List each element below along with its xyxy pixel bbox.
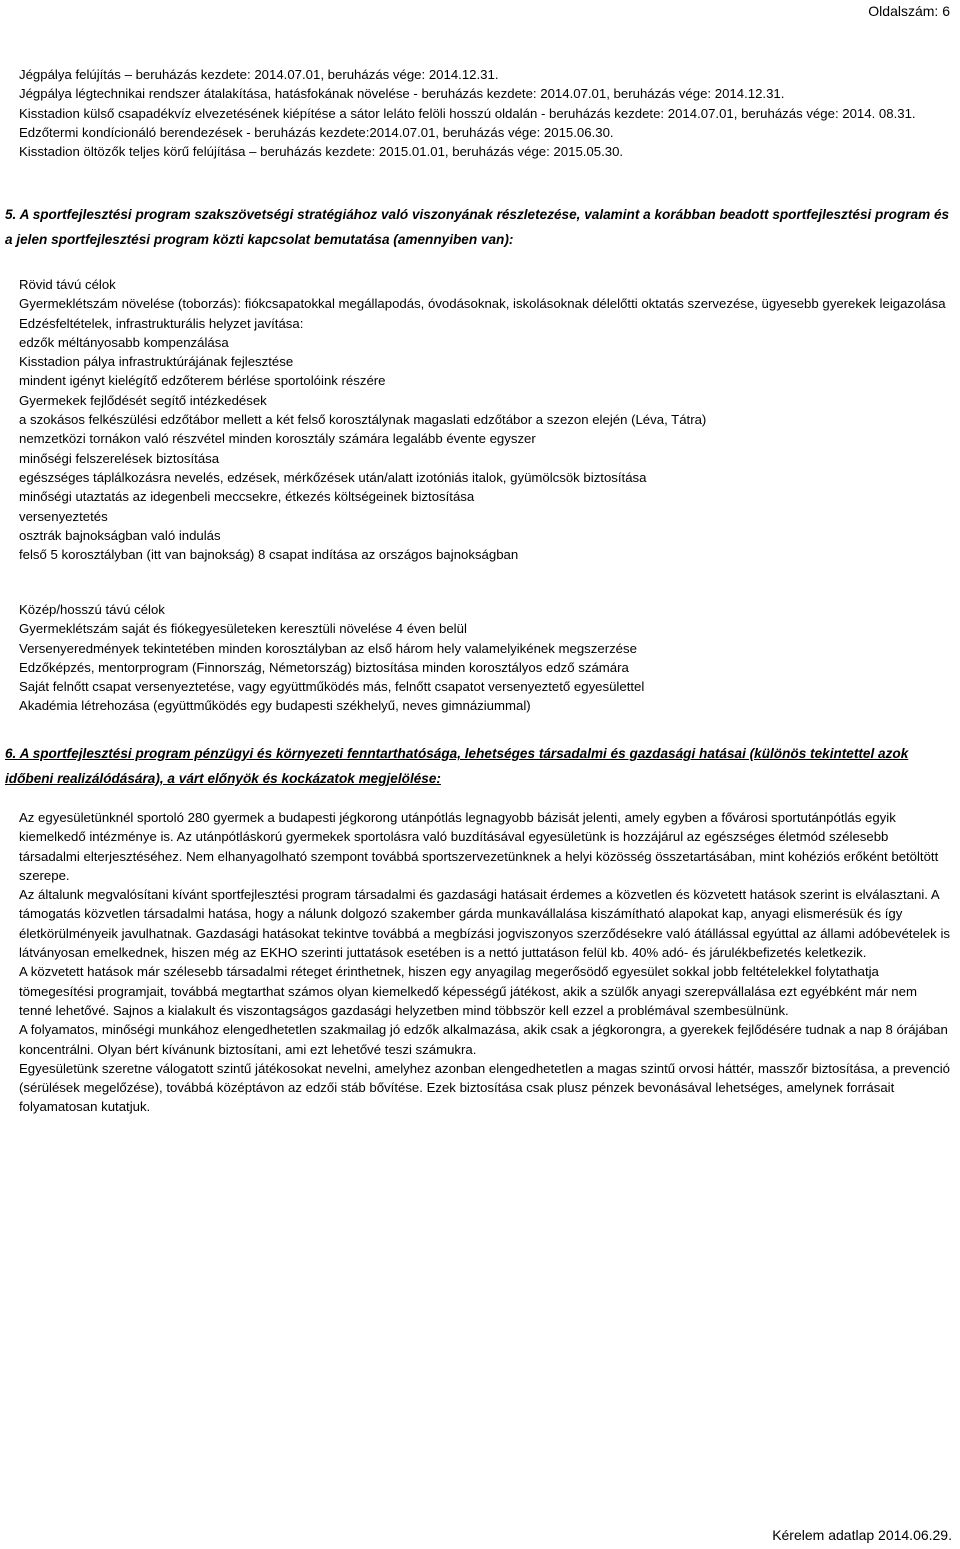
paragraph: A közvetett hatások már szélesebb társadalmi réteget érinthetnek, hiszen egy anyagilag megerősödő egyesület sokkal jobb feltételekkel folytathatja tömegesítési programjait, továbbá megtarthat számos olyan kiemelkedő képességű játékost, akik a szülők anyagi szerepvállalása ezt egyébként már nem tenné lehetővé. Sajnos a kialakult és viszontagságos gazdasági helyzetben mind többször kell ezzel a problémával szembesülnünk. [19, 964, 917, 1018]
goal-line: egészséges táplálkozásra nevelés, edzések, mérkőzések után/alatt izotóniás italok, gyümölcsök biztosítása [19, 469, 647, 485]
goal-line: Edzőképzés, mentorprogram (Finnország, Németország) biztosítása minden korosztályos edző számára [19, 659, 629, 675]
long-term-goals [19, 600, 955, 716]
goal-line: minőségi felszerelések biztosítása [19, 450, 220, 466]
goal-line: osztrák bajnokságban való indulás [19, 527, 221, 543]
goal-line: minőségi utaztatás az idegenbeli meccsekre, étkezés költségeinek biztosítása [19, 489, 475, 505]
goal-line: a szokásos felkészülési edzőtábor mellett a két felső korosztálynak magaslati edzőtábor a szezon elején (Léva, Tátra) [19, 412, 707, 428]
goal-line: Gyermeklétszám növelése (toborzás): fiókcsapatokkal megállapodás, óvodásoknak, iskolásoknak délelőtti oktatás szervezése, ügyesebb gyerekek leigazolása [19, 296, 946, 312]
goal-line: Akadémia létrehozása (együttműködés egy budapesti székhelyű, neves gimnáziummal) [19, 698, 531, 714]
section-6-body [19, 808, 951, 1117]
paragraph: Egyesületünk szeretne válogatott szintű játékosokat nevelni, amelyhez azonban elengedhetetlen a magas szintű orvosi háttér, masszőr biztosítása, a prevenció (sérülések megelőzése), továbbá középtávon az edzői stáb bővítése. Ezek biztosítása csak plusz pénzek bevonásával lehetséges, amelynek forrásait folyamatosan kutatjuk. [19, 1060, 950, 1115]
long-term-title: Közép/hosszú távú célok [19, 602, 165, 617]
paragraph: Az általunk megvalósítani kívánt sportfejlesztési program társadalmi és gazdasági hatásait érdemes a közvetlen és közvetett hatások szerint is elválasztani. A támogatás közvetlen társadalmi hatása, hogy a nálunk dolgozó szakember gárda munkavállalása kiszámítható alapokat kap, anyagi elismerésük és így életkörülményeik javulhatnak. Gazdasági hatásokat tekintve továbbá a megbízási jogviszonyos szerződésekre való átállással egyúttal az állami adóbevételek is látványosan emelkednek, hiszen még az EKHO szerinti juttatások esetében is a nettó juttatáson felül kb. 40% adó- és járulékbefizetés keletkezik. [19, 887, 950, 961]
section-6-heading: 6. A sportfejlesztési program pénzügyi és környezeti fenntarthatósága, lehetséges társadalmi és gazdasági hatásai (különös tekintettel azok időbeni realizálódására), a várt előnyök és kockázatok megjelölése: [5, 746, 909, 786]
short-term-goals [19, 275, 955, 564]
paragraph: Az egyesületünknél sportoló 280 gyermek a budapesti jégkorong utánpótlás legnagyobb bázisát jelenti, amely egyben a fővárosi sportutánpótlás egyik kiemelkedő intézménye is. Az utánpótláskorú gyermekek sportolásra való buzdításával egyesületünk is hozzájárul az egészséges életmód szélesebb társadalmi elterjesztéséhez. Nem elhanyagolható szempont továbbá sportszervezetünknek a helyi közösség összetartásában, mint kohéziós erőként betöltött szerepe. [19, 810, 939, 883]
goal-line: Saját felnőtt csapat versenyeztetése, vagy együttműködés más, felnőtt csapatot versenyeztető egyesülettel [19, 679, 645, 695]
goal-line: Gyermeklétszám saját és fiókegyesületeken keresztüli növelése 4 éven belül [19, 621, 467, 637]
investment-item: Jégpálya felújítás – beruházás kezdete: 2014.07.01, beruházás vége: 2014.12.31. [19, 67, 499, 82]
goal-line: Edzésfeltételek, infrastrukturális helyzet javítása: [19, 315, 304, 331]
goal-line: Gyermekek fejlődését segítő intézkedések [19, 392, 267, 408]
short-term-title: Rövid távú célok [19, 277, 116, 292]
goal-line: Kisstadion pálya infrastruktúrájának fejlesztése [19, 354, 294, 370]
goal-line: versenyeztetés [19, 508, 108, 524]
goal-line: nemzetközi tornákon való részvétel minden korosztály számára legalább évente egyszer [19, 431, 536, 447]
investment-item: Jégpálya légtechnikai rendszer átalakítása, hatásfokának növelése - beruházás kezdete: 2014.07.01, beruházás vége: 2014.12.31. [19, 86, 785, 102]
investment-item: Edzőtermi kondícionáló berendezések - beruházás kezdete:2014.07.01, beruházás vége: 2015.06.30. [19, 124, 614, 140]
paragraph: A folyamatos, minőségi munkához elengedhetetlen szakmailag jó edzők alkalmazása, akik csak a jégkorongra, a gyerekek fejlődésére tudnak a nap 8 órájában koncentrálni. Olyan bért kívánunk biztosítani, ami ezt lehetővé teszi számukra. [19, 1022, 948, 1057]
goal-line: mindent igényt kielégítő edzőterem bérlése sportolóink részére [19, 373, 386, 389]
section-5-heading: 5. A sportfejlesztési program szakszövetségi stratégiához való viszonyának részletezése, valamint a korábban beadott sportfejlesztési program és a jelen sportfejlesztési program közti kapcsolat bemutatása (amennyiben van): [5, 207, 950, 247]
goal-line: felső 5 korosztályban (itt van bajnokság) 8 csapat indítása az országos bajnokságban [19, 547, 519, 563]
footer-text: Kérelem adatlap 2014.06.29. [772, 1527, 952, 1543]
investment-item: Kisstadion öltözők teljes körű felújítása – beruházás kezdete: 2015.01.01, beruházás vége: 2015.05.30. [19, 144, 624, 160]
goal-line: edzők méltányosabb kompenzálása [19, 334, 229, 350]
page-number: Oldalszám: 6 [868, 3, 950, 19]
goal-line: Versenyeredmények tekintetében minden korosztályban az első három hely valamelyikének megszerzése [19, 640, 637, 656]
investment-item: Kisstadion külső csapadékvíz elvezetésének kiépítése a sátor leláto felöli hosszú oldalán - beruházás kezdete: 2014.07.01, beruházás vége: 2014. 08.31. [19, 105, 916, 121]
investment-list [19, 65, 955, 161]
